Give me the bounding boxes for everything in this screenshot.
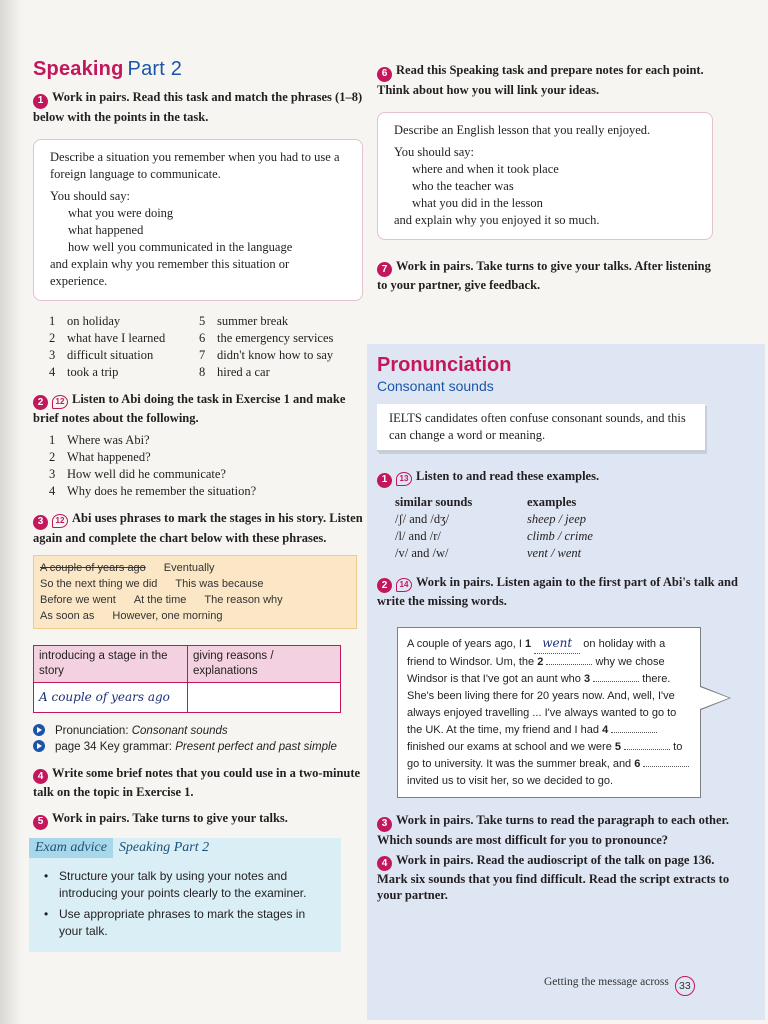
task-2-say: You should say: bbox=[394, 144, 474, 159]
exercise-6-text: Read this Speaking task and prepare notes for each point. Think about how you will link your ideas. bbox=[377, 63, 704, 97]
sound-pair: /v/ and /w/ bbox=[395, 545, 449, 560]
page-number: 33 bbox=[675, 976, 695, 996]
exam-advice-bullet: • Structure your talk by using your notes and introducing your points clearly to the examiner. bbox=[39, 868, 331, 902]
gap-1-answer[interactable]: went bbox=[534, 635, 580, 654]
exercise-5-instruction bbox=[33, 810, 363, 830]
phrase-row: A couple of years ago Eventually bbox=[40, 561, 215, 574]
exam-advice-bullet: • Use appropriate phrases to mark the stages in your talk. bbox=[39, 906, 331, 940]
gap-fill-speech-bubble: A couple of years ago, I 1 went on holiday with a friend to Windsor. Um, the 2 why we chose Windsor is that I've got an aunt who 3 there. She's been living there for 20 years now. And, well, I've always enjoyed travelling ... I've always wanted to go to the UK. At the time, my friend and I had 4 finished our exams at school and we were 5 to go to university. It was the summer break, and 6 invited us to visit her, so we decided to go. bbox=[397, 627, 701, 798]
section-title-part: Part 2 bbox=[127, 58, 183, 80]
exercise-number-3: 3 bbox=[377, 817, 392, 832]
left-column bbox=[33, 58, 363, 952]
examples-header: examples bbox=[527, 494, 577, 509]
phrase-item: 3 difficult situation bbox=[49, 347, 154, 362]
stage-phrases-box bbox=[33, 555, 357, 629]
exercise-6-instruction bbox=[377, 62, 715, 98]
phrase-item: 1 on holiday bbox=[49, 313, 121, 328]
pron-exercise-3-instruction bbox=[377, 812, 747, 848]
task-1-line: Describe a situation you remember when you had to use a foreign language to communicate. bbox=[50, 149, 340, 181]
exercise-2-text: Listen to Abi doing the task in Exercise 1 and make brief notes about the following. bbox=[33, 391, 346, 425]
pron-exercise-4-instruction bbox=[377, 852, 747, 904]
phrase-item: 2 what have I learned bbox=[49, 330, 166, 345]
arrow-right-icon bbox=[33, 740, 45, 752]
question-item: 4 Why does he remember the situation? bbox=[49, 484, 257, 498]
phrase-list bbox=[33, 313, 363, 381]
section-title-speaking: Speaking bbox=[33, 58, 124, 80]
gap-3[interactable] bbox=[593, 681, 639, 682]
task-1-point: what you were doing bbox=[68, 205, 174, 220]
audio-track-icon[interactable]: 14 bbox=[396, 578, 412, 592]
crossref-pronunciation[interactable]: Pronunciation: Consonant sounds bbox=[33, 723, 363, 739]
task-2-point: what you did in the lesson bbox=[412, 195, 543, 210]
question-item: 3 How well did he communicate? bbox=[49, 467, 226, 481]
exercise-3-instruction bbox=[33, 510, 363, 546]
task-2-explain: and explain why you enjoyed it so much. bbox=[394, 212, 600, 227]
question-list bbox=[33, 432, 363, 500]
pron-exercise-3-text: Work in pairs. Take turns to read the paragraph to each other. Which sounds are most difficult for you to pronounce? bbox=[377, 813, 730, 847]
exercise-5-text: Work in pairs. Take turns to give your talks. bbox=[52, 811, 288, 825]
page-gutter bbox=[0, 0, 22, 1024]
speaking-task-card-1 bbox=[33, 139, 363, 301]
exercise-number-4: 4 bbox=[377, 856, 392, 871]
arrow-right-icon bbox=[33, 724, 45, 736]
task-2-point: where and when it took place bbox=[412, 161, 559, 176]
exercise-7-text: Work in pairs. Take turns to give your talks. After listening to your partner, give feedback. bbox=[377, 258, 711, 292]
sound-pair: /l/ and /r/ bbox=[395, 528, 441, 543]
exercise-number-7: 7 bbox=[377, 262, 392, 277]
chart-cell-stage[interactable] bbox=[34, 682, 188, 712]
phrase-row: Before we went At the time The reason why bbox=[40, 593, 283, 606]
task-1-say: You should say: bbox=[50, 188, 130, 203]
right-column bbox=[377, 62, 715, 293]
sounds-header: similar sounds bbox=[395, 494, 473, 509]
exercise-1-text: Work in pairs. Read this task and match the phrases (1–8) below with the points in the task. bbox=[33, 90, 363, 124]
footer-text: Getting the message across bbox=[544, 976, 669, 988]
exercise-number-4: 4 bbox=[33, 769, 48, 784]
pronunciation-note: IELTS candidates often confuse consonant sounds, and this can change a word or meaning. bbox=[377, 404, 705, 452]
exercise-4-instruction bbox=[33, 765, 363, 801]
exercise-number-2: 2 bbox=[377, 578, 392, 593]
audio-track-icon[interactable]: 13 bbox=[396, 472, 412, 486]
pronunciation-panel bbox=[367, 344, 765, 1020]
task-2-line: Describe an English lesson that you really enjoyed. bbox=[394, 122, 651, 137]
sound-example: vent / went bbox=[527, 545, 582, 560]
gap-5[interactable] bbox=[624, 749, 670, 750]
phrase-row: So the next thing we did This was because bbox=[40, 577, 264, 590]
chart-cell-reasons[interactable] bbox=[188, 682, 341, 712]
page-footer bbox=[544, 976, 695, 996]
exercise-number-6: 6 bbox=[377, 67, 392, 82]
speech-tail-fill bbox=[700, 687, 729, 709]
question-item: 2 What happened? bbox=[49, 450, 151, 464]
gap-2[interactable] bbox=[546, 664, 592, 665]
exercise-number-1: 1 bbox=[33, 94, 48, 109]
pronunciation-title: Pronunciation bbox=[377, 354, 512, 376]
sound-pair: /ʃ/ and /dʒ/ bbox=[395, 511, 450, 526]
exercise-number-1: 1 bbox=[377, 473, 392, 488]
exercise-number-5: 5 bbox=[33, 815, 48, 830]
task-1-point: how well you communicated in the language bbox=[68, 239, 293, 254]
exercise-3-text: Abi uses phrases to mark the stages in his story. Listen again and complete the chart below with these phrases. bbox=[33, 511, 363, 545]
exam-advice-title: Speaking Part 2 bbox=[118, 839, 210, 855]
pron-exercise-1-instruction bbox=[377, 468, 747, 488]
task-1-point: what happened bbox=[68, 222, 144, 237]
gap-6[interactable] bbox=[643, 766, 689, 767]
phrase-item: 6 the emergency services bbox=[199, 330, 334, 345]
exam-advice-label: Exam advice bbox=[29, 838, 113, 858]
gap-4[interactable] bbox=[611, 732, 657, 733]
pron-exercise-4-text: Work in pairs. Read the audioscript of the talk on page 136. Mark six sounds that you find difficult. Read the script extracts to your partner. bbox=[377, 852, 730, 902]
exercise-number-3: 3 bbox=[33, 515, 48, 530]
audio-track-icon[interactable]: 12 bbox=[52, 514, 68, 528]
exam-advice-list bbox=[39, 868, 331, 940]
crossref-grammar[interactable]: page 34 Key grammar: Present perfect and past simple bbox=[33, 739, 363, 755]
chart-header-stage: introducing a stage in the story bbox=[34, 645, 188, 682]
phrase-item: 8 hired a car bbox=[199, 364, 270, 379]
stages-chart bbox=[33, 645, 341, 713]
exam-advice-box bbox=[29, 838, 341, 952]
exercise-number-2: 2 bbox=[33, 395, 48, 410]
task-1-explain: and explain why you remember this situation or experience. bbox=[50, 256, 290, 288]
exercise-1-instruction bbox=[33, 89, 363, 125]
phrase-row: As soon as However, one morning bbox=[40, 609, 223, 622]
pronunciation-subtitle: Consonant sounds bbox=[377, 378, 494, 394]
phrase-item: 4 took a trip bbox=[49, 364, 119, 379]
exercise-7-instruction bbox=[377, 258, 715, 294]
phrase-item: 5 summer break bbox=[199, 313, 289, 328]
pron-exercise-1-text: Listen to and read these examples. bbox=[416, 469, 600, 483]
pron-exercise-2-text: Work in pairs. Listen again to the first part of Abi's talk and write the missing words. bbox=[377, 574, 738, 608]
speaking-task-card-2 bbox=[377, 112, 713, 240]
exercise-2-instruction bbox=[33, 391, 363, 427]
audio-track-icon[interactable]: 12 bbox=[52, 395, 68, 409]
crossref-list bbox=[33, 723, 363, 755]
pron-exercise-2-instruction bbox=[377, 574, 747, 610]
sounds-table bbox=[377, 494, 747, 562]
phrase-item: 7 didn't know how to say bbox=[199, 347, 334, 362]
exercise-4-text: Write some brief notes that you could use in a two-minute talk on the topic in Exercise 1. bbox=[33, 765, 361, 799]
sound-example: climb / crime bbox=[527, 528, 593, 543]
chart-header-reasons: giving reasons / explanations bbox=[188, 645, 341, 682]
section-title bbox=[33, 58, 363, 81]
sound-example: sheep / jeep bbox=[527, 511, 587, 526]
task-2-point: who the teacher was bbox=[412, 178, 514, 193]
question-item: 1 Where was Abi? bbox=[49, 433, 150, 447]
handwritten-answer: A couple of years ago bbox=[39, 690, 170, 704]
